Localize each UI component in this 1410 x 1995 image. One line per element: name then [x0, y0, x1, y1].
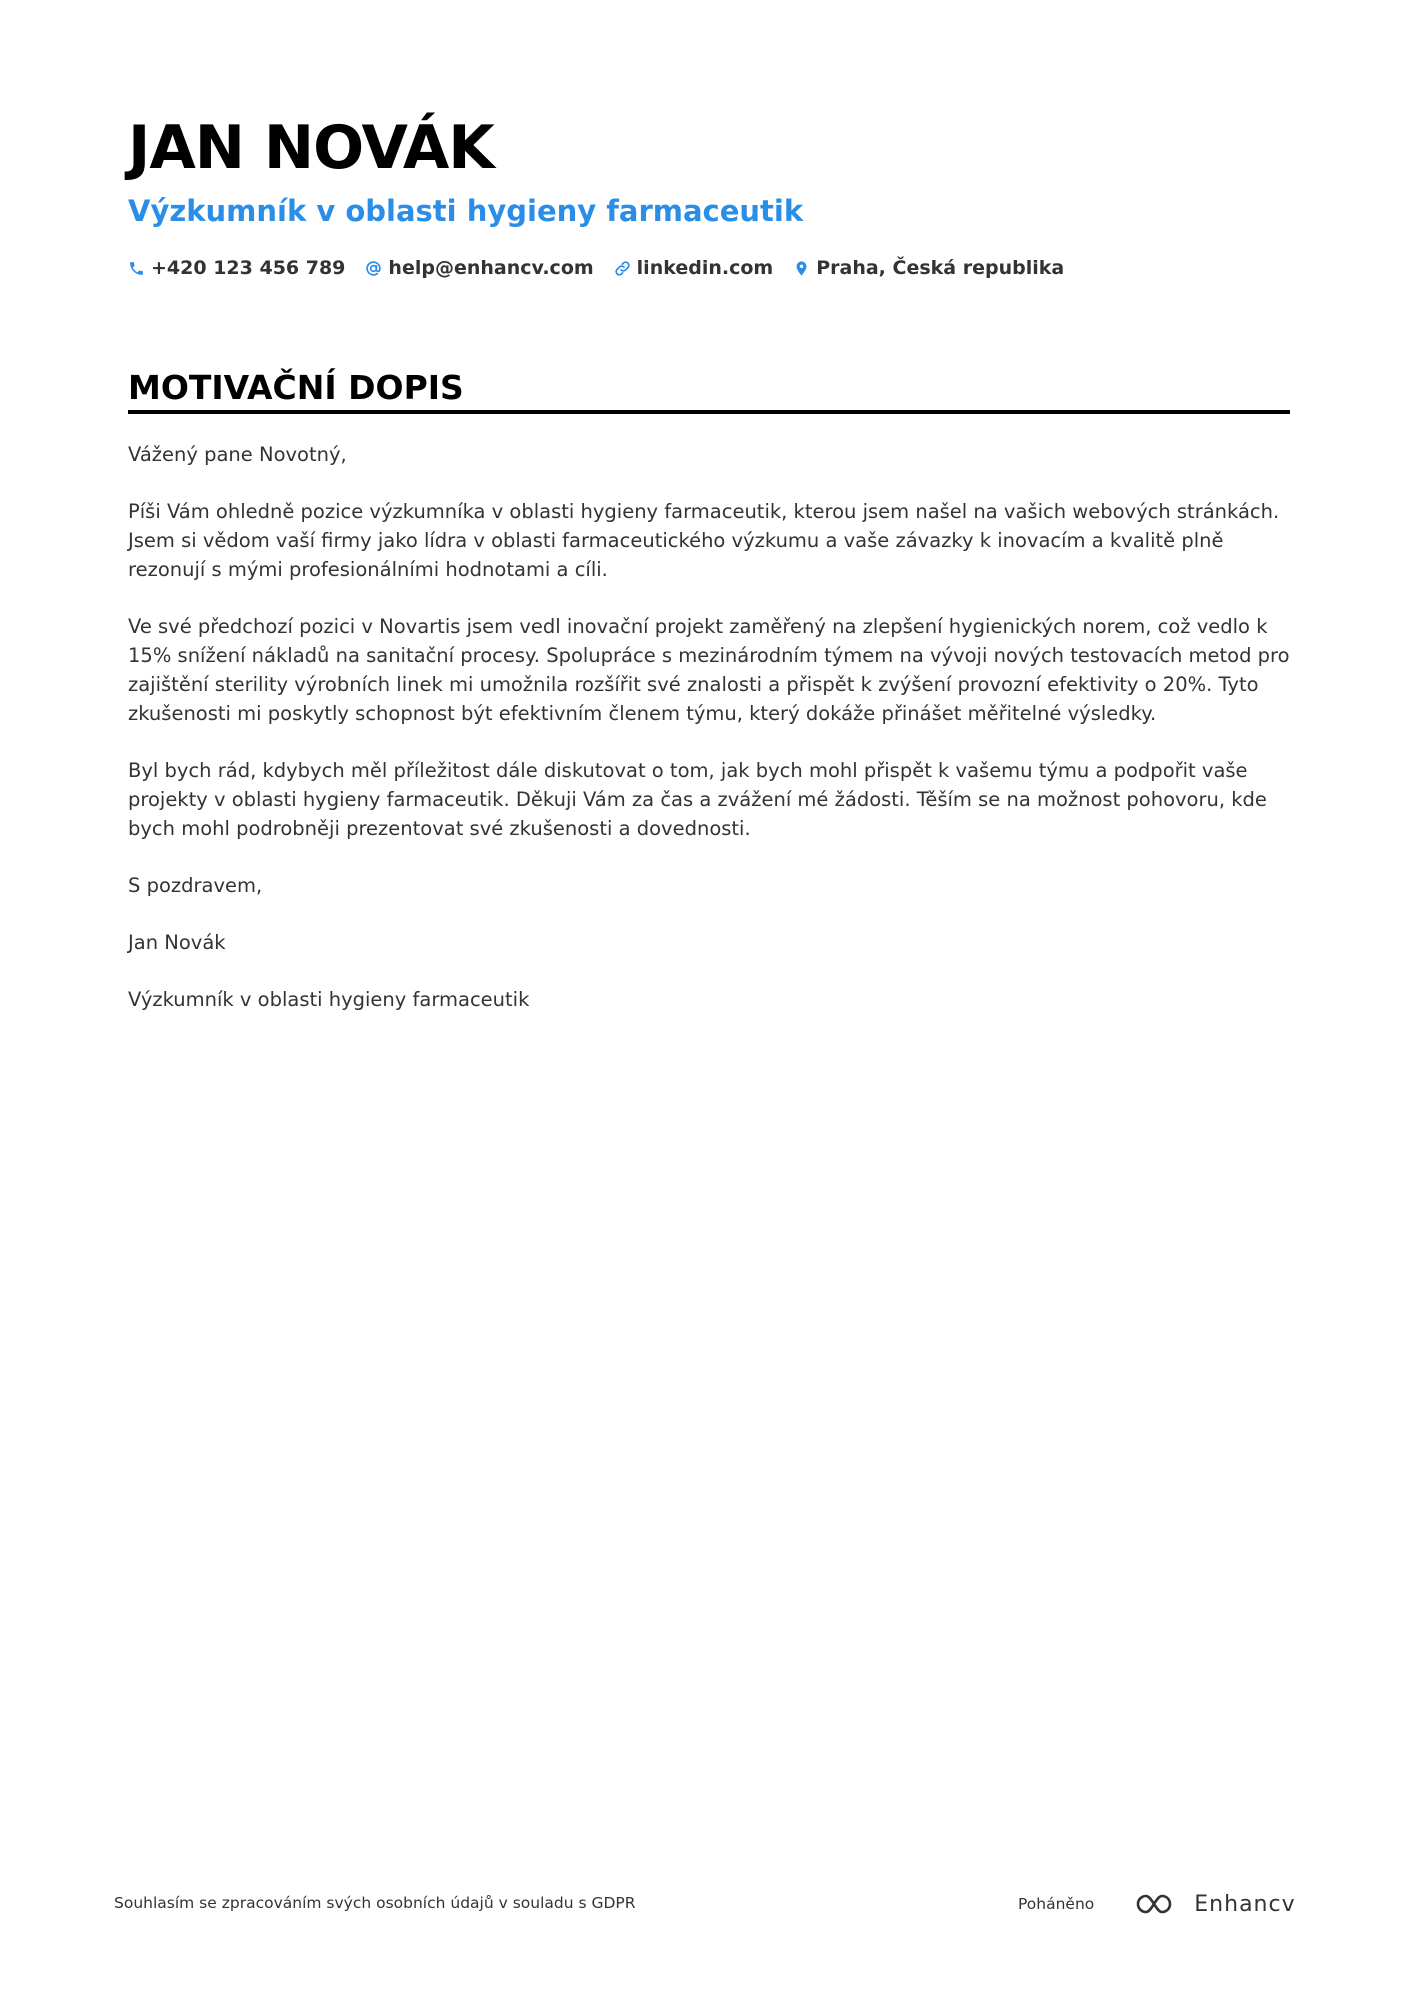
contact-location-text: Praha, Česká republika: [816, 257, 1065, 279]
letter-paragraph: Píši Vám ohledně pozice výzkumníka v oblasti hygieny farmaceutik, kterou jsem našel na vašich webových stránkách. Jsem si vědom vaší firmy jako lídra v oblasti farmaceutického výzkumu a vaše závazky k inovacím a kvalitě plně rezonují s mými profesionálními hodnotami a cíli.: [128, 500, 1280, 581]
candidate-name: JAN NOVÁK: [128, 113, 494, 183]
contact-phone-text: +420 123 456 789: [151, 257, 346, 279]
gdpr-consent: Souhlasím se zpracováním svých osobních údajů v souladu s GDPR: [114, 1894, 636, 1912]
job-title: Výzkumník v oblasti hygieny farmaceutik: [128, 194, 804, 228]
at-icon: [365, 260, 382, 277]
phone-icon: [128, 260, 145, 277]
contact-bar: [128, 254, 1084, 282]
letter-body: [128, 440, 1298, 1042]
enhancv-logo[interactable]: [1134, 1890, 1295, 1918]
contact-linkedin-text: linkedin.com: [636, 257, 774, 279]
contact-location: [793, 257, 1064, 279]
contact-email[interactable]: [365, 257, 593, 279]
letter-paragraph: Byl bych rád, kdybych měl příležitost dále diskutovat o tom, jak bych mohl přispět k vašemu týmu a podpořit vaše projekty v oblasti hygieny farmaceutik. Děkuji Vám za čas a zvážení mé žádosti. Těším se na možnost pohovoru, kde bych mohl podrobněji prezentovat své zkušenosti a dovednosti.: [128, 759, 1267, 840]
letter-closing: S pozdravem,: [128, 874, 263, 897]
letter-salutation: Vážený pane Novotný,: [128, 443, 347, 466]
signature-title: Výzkumník v oblasti hygieny farmaceutik: [128, 988, 530, 1011]
letter-paragraph: Ve své předchozí pozici v Novartis jsem vedl inovační projekt zaměřený na zlepšení hygienických norem, což vedlo k 15% snížení nákladů na sanitační procesy. Spolupráce s mezinárodním týmem na vývoji nových testovacích metod pro zajištění sterility výrobních linek mi umožnila rozšířit své znalosti a přispět k zvýšení provozní efektivity o 20%. Tyto zkušenosti mi poskytly schopnost být efektivním členem týmu, který dokáže přinášet měřitelné výsledky.: [128, 615, 1290, 725]
enhancv-logo-icon: [1134, 1890, 1182, 1918]
signature-name: Jan Novák: [128, 931, 226, 954]
section-title: MOTIVAČNÍ DOPIS: [128, 368, 464, 407]
contact-email-text: help@enhancv.com: [388, 257, 594, 279]
contact-linkedin[interactable]: [614, 257, 774, 279]
brand-name: Enhancv: [1194, 1891, 1296, 1917]
location-pin-icon: [793, 260, 810, 277]
powered-by-label: Poháněno: [1018, 1895, 1095, 1913]
section-divider: [128, 410, 1290, 414]
link-icon: [614, 260, 631, 277]
powered-by: [1018, 1888, 1296, 1920]
contact-phone[interactable]: [128, 257, 345, 279]
